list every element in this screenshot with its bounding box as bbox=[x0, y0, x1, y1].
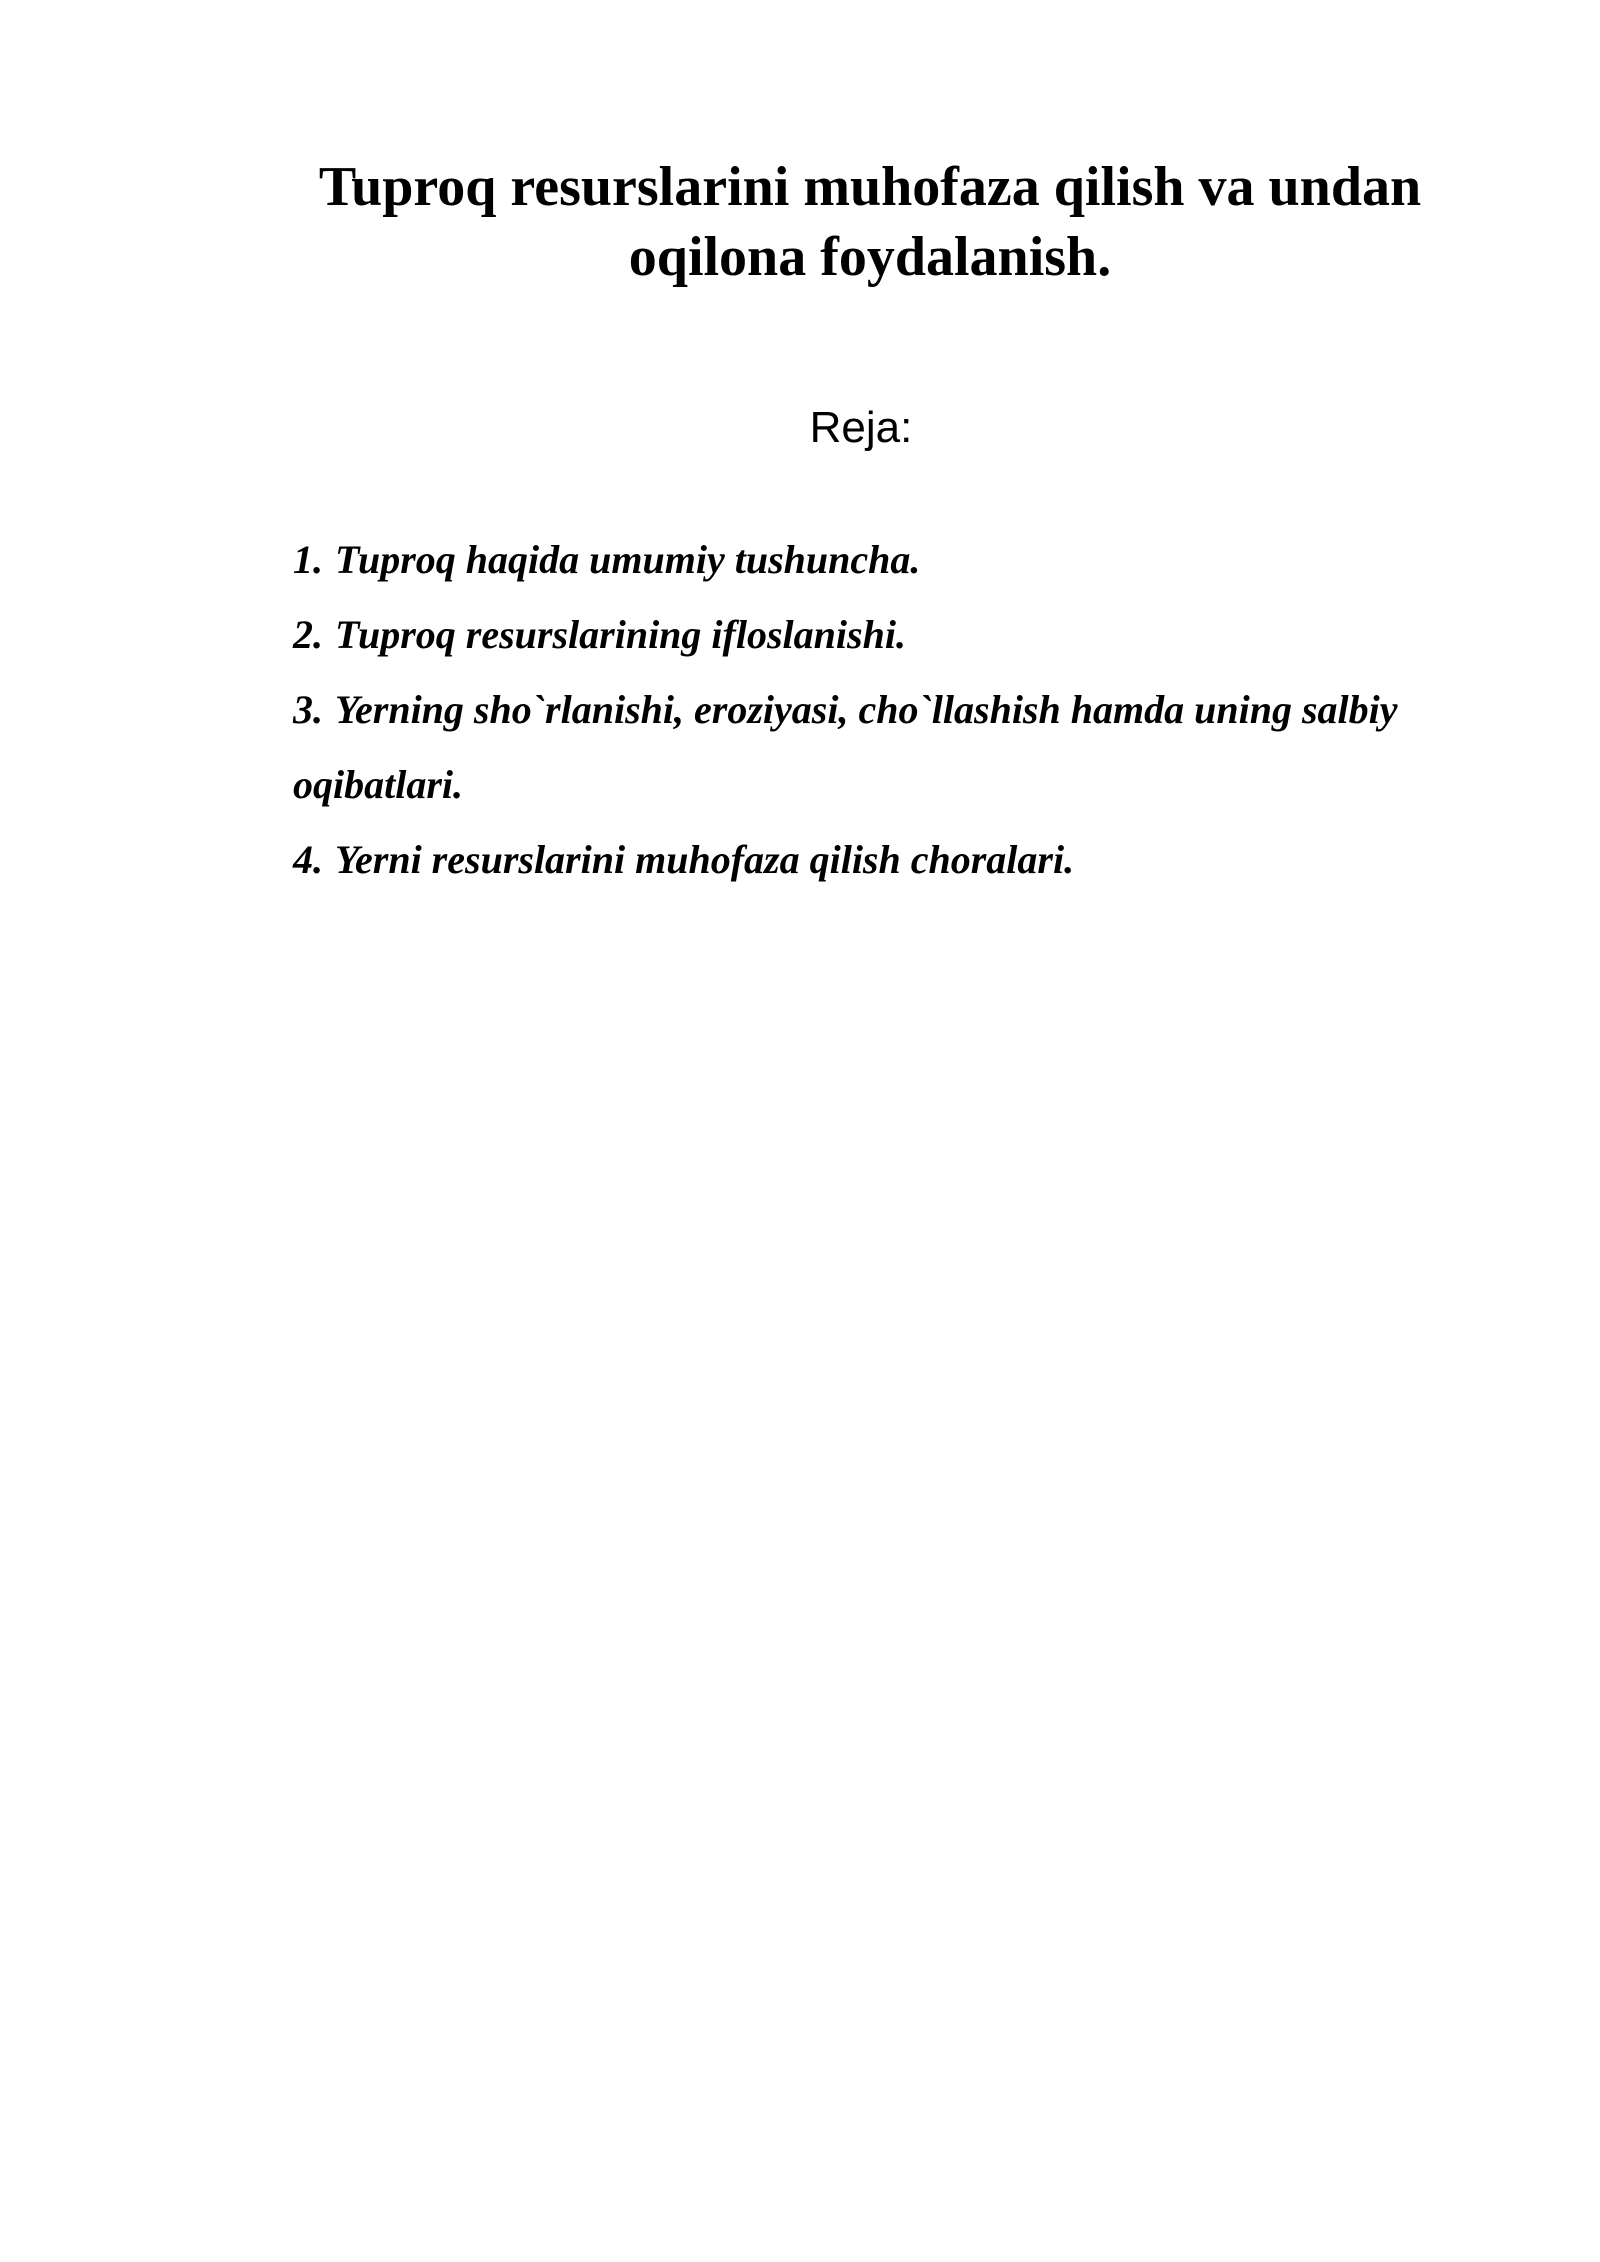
plan-item bbox=[293, 597, 1513, 672]
plan-item-text: Yerni resurslarini muhofaza qilish choralari. bbox=[335, 837, 1075, 882]
plan-item-number: 3. bbox=[293, 687, 323, 732]
plan-item-number: 2. bbox=[293, 612, 323, 657]
plan-item-text: Tuproq haqida umumiy tushuncha. bbox=[335, 537, 921, 582]
plan-list bbox=[293, 522, 1513, 897]
plan-item bbox=[293, 672, 1513, 822]
plan-item-number: 1. bbox=[293, 537, 323, 582]
document-title-line-2: oqilona foydalanish. bbox=[628, 226, 1112, 288]
plan-item bbox=[293, 822, 1513, 897]
document-title bbox=[250, 152, 1490, 292]
plan-item-number: 4. bbox=[293, 837, 323, 882]
plan-heading: Reja: bbox=[809, 403, 913, 452]
plan-item-text: Yerning sho`rlanishi, eroziyasi, cho`llashish hamda uning salbiy oqibatlari. bbox=[293, 687, 1398, 807]
plan-item bbox=[293, 522, 1513, 597]
document-title-line-1: Tuproq resurslarini muhofaza qilish va undan bbox=[318, 156, 1422, 218]
plan-item-text: Tuproq resurslarining ifloslanishi. bbox=[335, 612, 906, 657]
